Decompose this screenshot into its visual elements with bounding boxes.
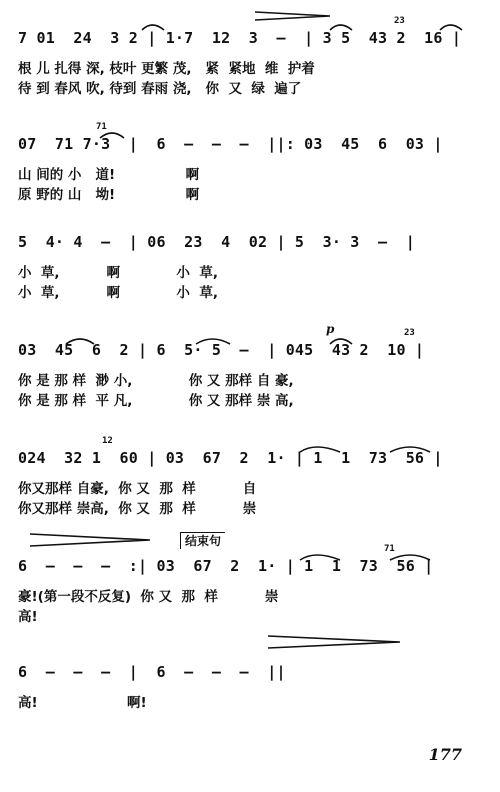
notation-line: 07 71 7·3 | 6 — — — ||: 03 45 6 03 | xyxy=(18,135,443,153)
lyric-line-1: 你 是 那 样 渺 小, 你 又 那样 自 豪, xyxy=(18,373,294,389)
lyric-line-1: 豪!(第一段不反复) 你 又 那 样 崇 xyxy=(18,589,279,605)
notation-line: 03 45 6 2 | 6 5· 5 — | 045 43 2 10 | xyxy=(18,341,425,359)
lyric-line-2: 你又那样 崇高, 你 又 那 样 崇 xyxy=(18,501,257,517)
lyric-line-1: 根 儿 扎得 深, 枝叶 更繁 茂, 紧 紧地 维 护着 xyxy=(18,61,315,77)
lyric-line-1: 小 草, 啊 小 草, xyxy=(18,265,218,281)
notation-line: 5 4· 4 — | 06 23 4 02 | 5 3· 3 — | xyxy=(18,233,415,251)
ending-label: 结束句 xyxy=(180,532,225,549)
lyric-line-1: 高! 啊! xyxy=(18,695,147,711)
lyric-line-2: 小 草, 啊 小 草, xyxy=(18,285,218,301)
dynamic-mark: p xyxy=(326,322,335,336)
notation-line: 6 — — — | 6 — — — || xyxy=(18,663,286,681)
lyric-line-1: 山 间的 小 道! 啊 xyxy=(18,167,200,183)
grace-note: 71 xyxy=(384,544,395,554)
grace-note: 71 xyxy=(96,122,107,132)
lyric-line-2: 待 到 春风 吹, 待到 春雨 浇, 你 又 绿 遍了 xyxy=(18,81,302,97)
grace-note: 23 xyxy=(394,16,405,26)
lyric-line-2: 原 野的 山 坳! 啊 xyxy=(18,187,200,203)
lyric-line-2: 高! xyxy=(18,609,38,625)
notation-line: 7 01 24 3 2 | 1·7 12 3 — | 3 5 43 2 16 | xyxy=(18,29,462,47)
notation-line: 024 32 1 60 | 03 67 2 1· | 1 1 73 56 | xyxy=(18,449,443,467)
lyric-line-1: 你又那样 自豪, 你 又 那 样 自 xyxy=(18,481,257,497)
grace-note: 12 xyxy=(102,436,113,446)
notation-line: 6 — — — :| 03 67 2 1· | 1 1 73 56 | xyxy=(18,557,434,575)
grace-note: 23 xyxy=(404,328,415,338)
page-number: 177 xyxy=(428,745,462,764)
lyric-line-2: 你 是 那 样 平 凡, 你 又 那样 崇 高, xyxy=(18,393,294,409)
